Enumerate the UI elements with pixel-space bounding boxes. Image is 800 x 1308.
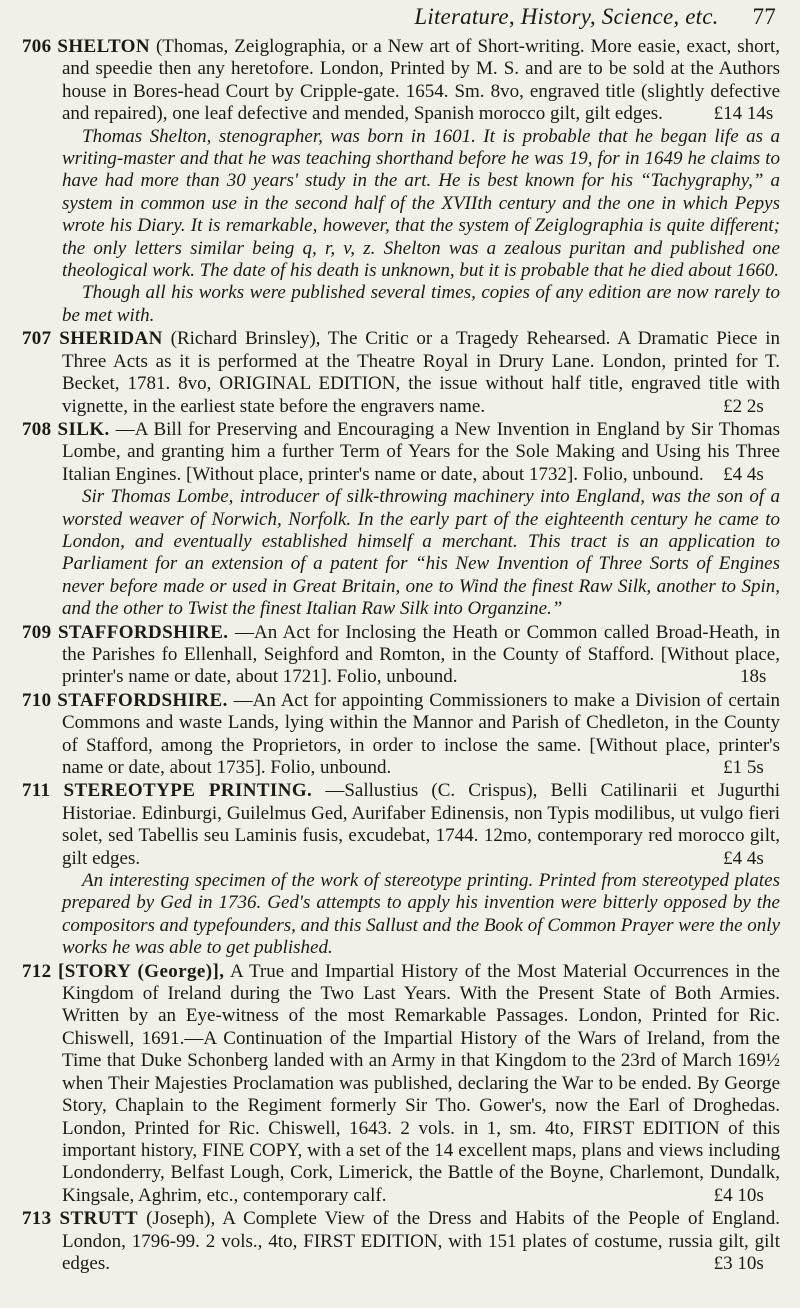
entry-description: (Thomas, Zeiglographia, or a New art of Short-writing. More easie, exact, short, and speedie then any heretofore. London, Printed by M. S. and are to be sold at the Authors house in Bores-head Court by Cripple-gate. 1654. Sm. 8vo, engraved title (slightly defective and repaired), one leaf defective and mended, Spanish morocco gilt, gilt edges. xyxy=(62,36,781,125)
catalogue-entry xyxy=(22,622,780,689)
entry-description: —Sallustius (C. Crispus), Belli Catilinarii et Jugurthi Historiae. Edinburgi, Guilelmus Ged, Aurifaber Edinensis, non Typis modilibus, ut vulgo fieri solet, sed Tabellis seu Laminis fusis, excudebat, 1744. 12mo, contemporary red morocco gilt, gilt edges. xyxy=(62,780,780,869)
catalogue-entries xyxy=(22,36,780,1275)
entry-description: A True and Impartial History of the Most Material Occurrences in the Kingdom of Ireland during the Two Last Years. With the Present State of Both Armies. Written by an Eye-witness of the most Remarkable Passages. London, Printed for Ric. Chiswell, 1691.—A Continuation of the Impartial History of the Wars of Ireland, from the Time that Duke Schonberg landed with an Army in that Kingdom to the 23rd of March 169½ when Their Majesties Proclamation was published, declaring the War to be ended. By George Story, Chaplain to the Regiment formerly Sir Tho. Gower's, now the Earl of Droghedas. London, Printed for Ric. Chiswell, 1643. 2 vols. in 1, sm. 4to, FIRST EDITION of this important history, FINE COPY, with a set of the 14 excellent maps, plans and views including Londonderry, Belfast Lough, Cork, Limerick, the Battle of the Boyne, Charlemont, Dundalk, Kingsale, Aghrim, etc., contemporary calf. xyxy=(62,960,780,1206)
entry-number: 711 xyxy=(22,780,51,802)
entry-headword: STRUTT xyxy=(59,1208,138,1230)
entry-headword: SILK. xyxy=(57,418,110,440)
entry-main-text: 709 STAFFORDSHIRE. —An Act for Inclosing the Heath or Common called Broad-Heath, in the Parishes fo Ellenhall, Seighford and Romton, in the County of Stafford. [Without place, printer's name or date, about 1721]. Folio, unbound. 18s xyxy=(22,621,781,688)
entry-main-text xyxy=(22,690,780,780)
entry-description: —An Act for Inclosing the Heath or Common called Broad-Heath, in the Parishes fo Ellenhall, Seighford and Romton, in the County of Stafford. [Without place, printer's name or date, about 1721]. Folio, unbound. xyxy=(62,621,781,688)
entry-headword: [STORY (George)], xyxy=(58,960,225,982)
entry-note: Thomas Shelton, stenographer, was born in 1601. It is probable that he began life as a writing-master and that he was teaching shorthand before he was 19, for in 1649 he claims to have had more than 30 years' study in the art. He is best known for his “Tachygraphy,” a system in common use in the second half of the XVIIth century and the one in which Pepys wrote his Diary. It is remarkable, however, that the system of Zeiglographia is quite different; the only letters similar being q, r, v, z. Shelton was a zealous puritan and published one theological work. The date of his death is unknown, but it is probable that he died about 1660. xyxy=(62,125,780,282)
catalogue-entry xyxy=(22,328,780,418)
entry-price: £4 10s xyxy=(713,1184,764,1206)
entry-price: £1 5s xyxy=(723,757,764,778)
catalogue-entry xyxy=(22,780,780,959)
entry-number: 713 xyxy=(22,1208,52,1230)
entry-headword: SHERIDAN xyxy=(59,328,163,350)
entry-number: 710 xyxy=(22,689,52,711)
entry-description: —A Bill for Preserving and Encouraging a New Invention in England by Sir Thomas Lombe, and granting him a further Term of Years for the Sole Making and Using his Three Italian Engines. [Without place, printer's name or date, about 1732]. Folio, unbound. xyxy=(62,418,781,485)
entry-headword: STAFFORDSHIRE. xyxy=(57,621,229,643)
entry-main-text xyxy=(22,1208,780,1275)
catalogue-entry xyxy=(22,961,780,1207)
catalogue-entry xyxy=(22,419,780,621)
entry-headword: STEREOTYPE PRINTING. xyxy=(63,780,313,802)
entry-main-text xyxy=(22,419,780,486)
entry-main-text xyxy=(22,961,780,1207)
entry-price: £4 4s xyxy=(723,847,764,869)
catalogue-entry xyxy=(22,36,780,327)
running-head-title: Literature, History, Science, etc. xyxy=(414,4,719,29)
entry-description: (Joseph), A Complete View of the Dress and Habits of the People of England. London, 1796-99. 2 vols., 4to, FIRST EDITION, with 151 plates of costume, russia gilt, gilt edges. xyxy=(62,1208,780,1274)
entry-number: 707 xyxy=(22,328,52,350)
entry-price: £4 4s xyxy=(723,463,764,485)
entry-note: Though all his works were published several times, copies of any edition are now rarely to be met with. xyxy=(62,282,780,326)
entry-price: £14 14s xyxy=(713,103,774,125)
page-number: 77 xyxy=(752,4,776,29)
catalogue-entry xyxy=(22,1208,780,1275)
entry-number: 706 xyxy=(22,36,52,57)
entry-main-text xyxy=(22,328,780,418)
entry-main-text xyxy=(22,780,780,870)
entry-headword: SHELTON xyxy=(57,36,150,57)
entry-note: Sir Thomas Lombe, introducer of silk-throwing machinery into England, was the son of a worsted weaver of Norwich, Norfolk. In the early part of the eighteenth century he came to London, and eventually established himself a merchant. This tract is an application to Parliament for an extension of a patent for “his New Invention of Three Sorts of Engines never before made or used in Great Britain, one to Wind the finest Raw Silk, another to Spin, and the other to Twist the finest Italian Raw Silk into Organzine.” xyxy=(62,486,780,620)
entry-headword: STAFFORDSHIRE. xyxy=(57,689,228,711)
catalogue-entry xyxy=(22,690,780,780)
entry-number: 712 xyxy=(22,960,52,982)
entry-main-text xyxy=(22,36,780,126)
entry-number: 708 xyxy=(22,418,52,440)
running-head xyxy=(22,4,776,30)
entry-description: (Richard Brinsley), The Critic or a Tragedy Rehearsed. A Dramatic Piece in Three Acts as it is performed at the Theatre Royal in Drury Lane. London, printed for T. Becket, 1781. 8vo, ORIGINAL EDITION, the issue without half title, engraved title with vignette, in the earliest state before the engravers name. xyxy=(62,328,781,417)
entry-number: 709 xyxy=(22,621,52,643)
entry-price: £3 10s xyxy=(713,1252,764,1274)
entry-description: —An Act for appointing Commissioners to make a Division of certain Commons and waste Lands, lying within the Mannor and Parish of Chedleton, in the County of Stafford, among the Proprietors, in order to inclose the same. [Without place, printer's name or date, about 1735]. Folio, unbound. xyxy=(62,689,781,778)
entry-price: £2 2s xyxy=(723,395,764,417)
entry-note: An interesting specimen of the work of stereotype printing. Printed from stereotyped plates prepared by Ged in 1736. Ged's attempts to apply his invention were bitterly opposed by the compositors and typefounders, and this Sallust and the Book of Common Prayer were the only works he was able to get published. xyxy=(62,870,780,959)
